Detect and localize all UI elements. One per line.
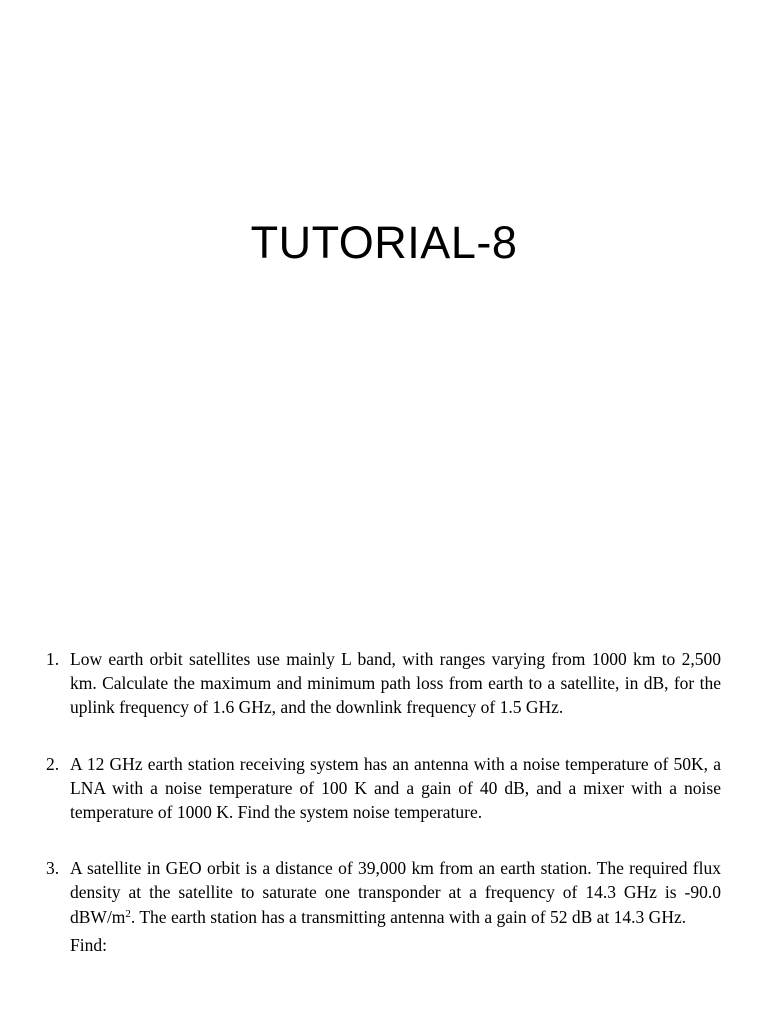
question-list: [46, 647, 721, 957]
question-3: [46, 856, 721, 929]
question-1: [46, 647, 721, 720]
question-text-part-1: A satellite in GEO orbit is a distance of 39,000 km from an earth station. The required flux density at the satellite to saturate one transponder at a frequency of 14.3 GHz is -90.0 dBW/m: [70, 858, 721, 927]
superscript-exponent: 2: [125, 907, 131, 920]
question-text: Low earth orbit satellites use mainly L band, with ranges varying from 1000 km to 2,500 km. Calculate the maximum and minimum path loss from earth to a satellite, in dB, for the uplink frequency of 1.6 GHz, and the downlink frequency of 1.5 GHz.: [70, 649, 721, 718]
page-title: TUTORIAL-8: [250, 217, 518, 268]
find-label: Find:: [70, 934, 107, 955]
question-number: 2.: [46, 753, 60, 774]
question-number: 1.: [46, 649, 60, 669]
question-number: 3.: [46, 858, 60, 879]
question-2: [46, 752, 721, 825]
question-text: A 12 GHz earth station receiving system has an antenna with a noise temperature of 50K, a LNA with a noise temperature of 100 K and a gain of 40 dB, and a mixer with a noise temperature of 1000 K. Find the system noise temperature.: [70, 753, 721, 823]
question-text-part-2: . The earth station has a transmitting antenna with a gain of 52 dB at 14.3 GHz.: [130, 906, 687, 927]
